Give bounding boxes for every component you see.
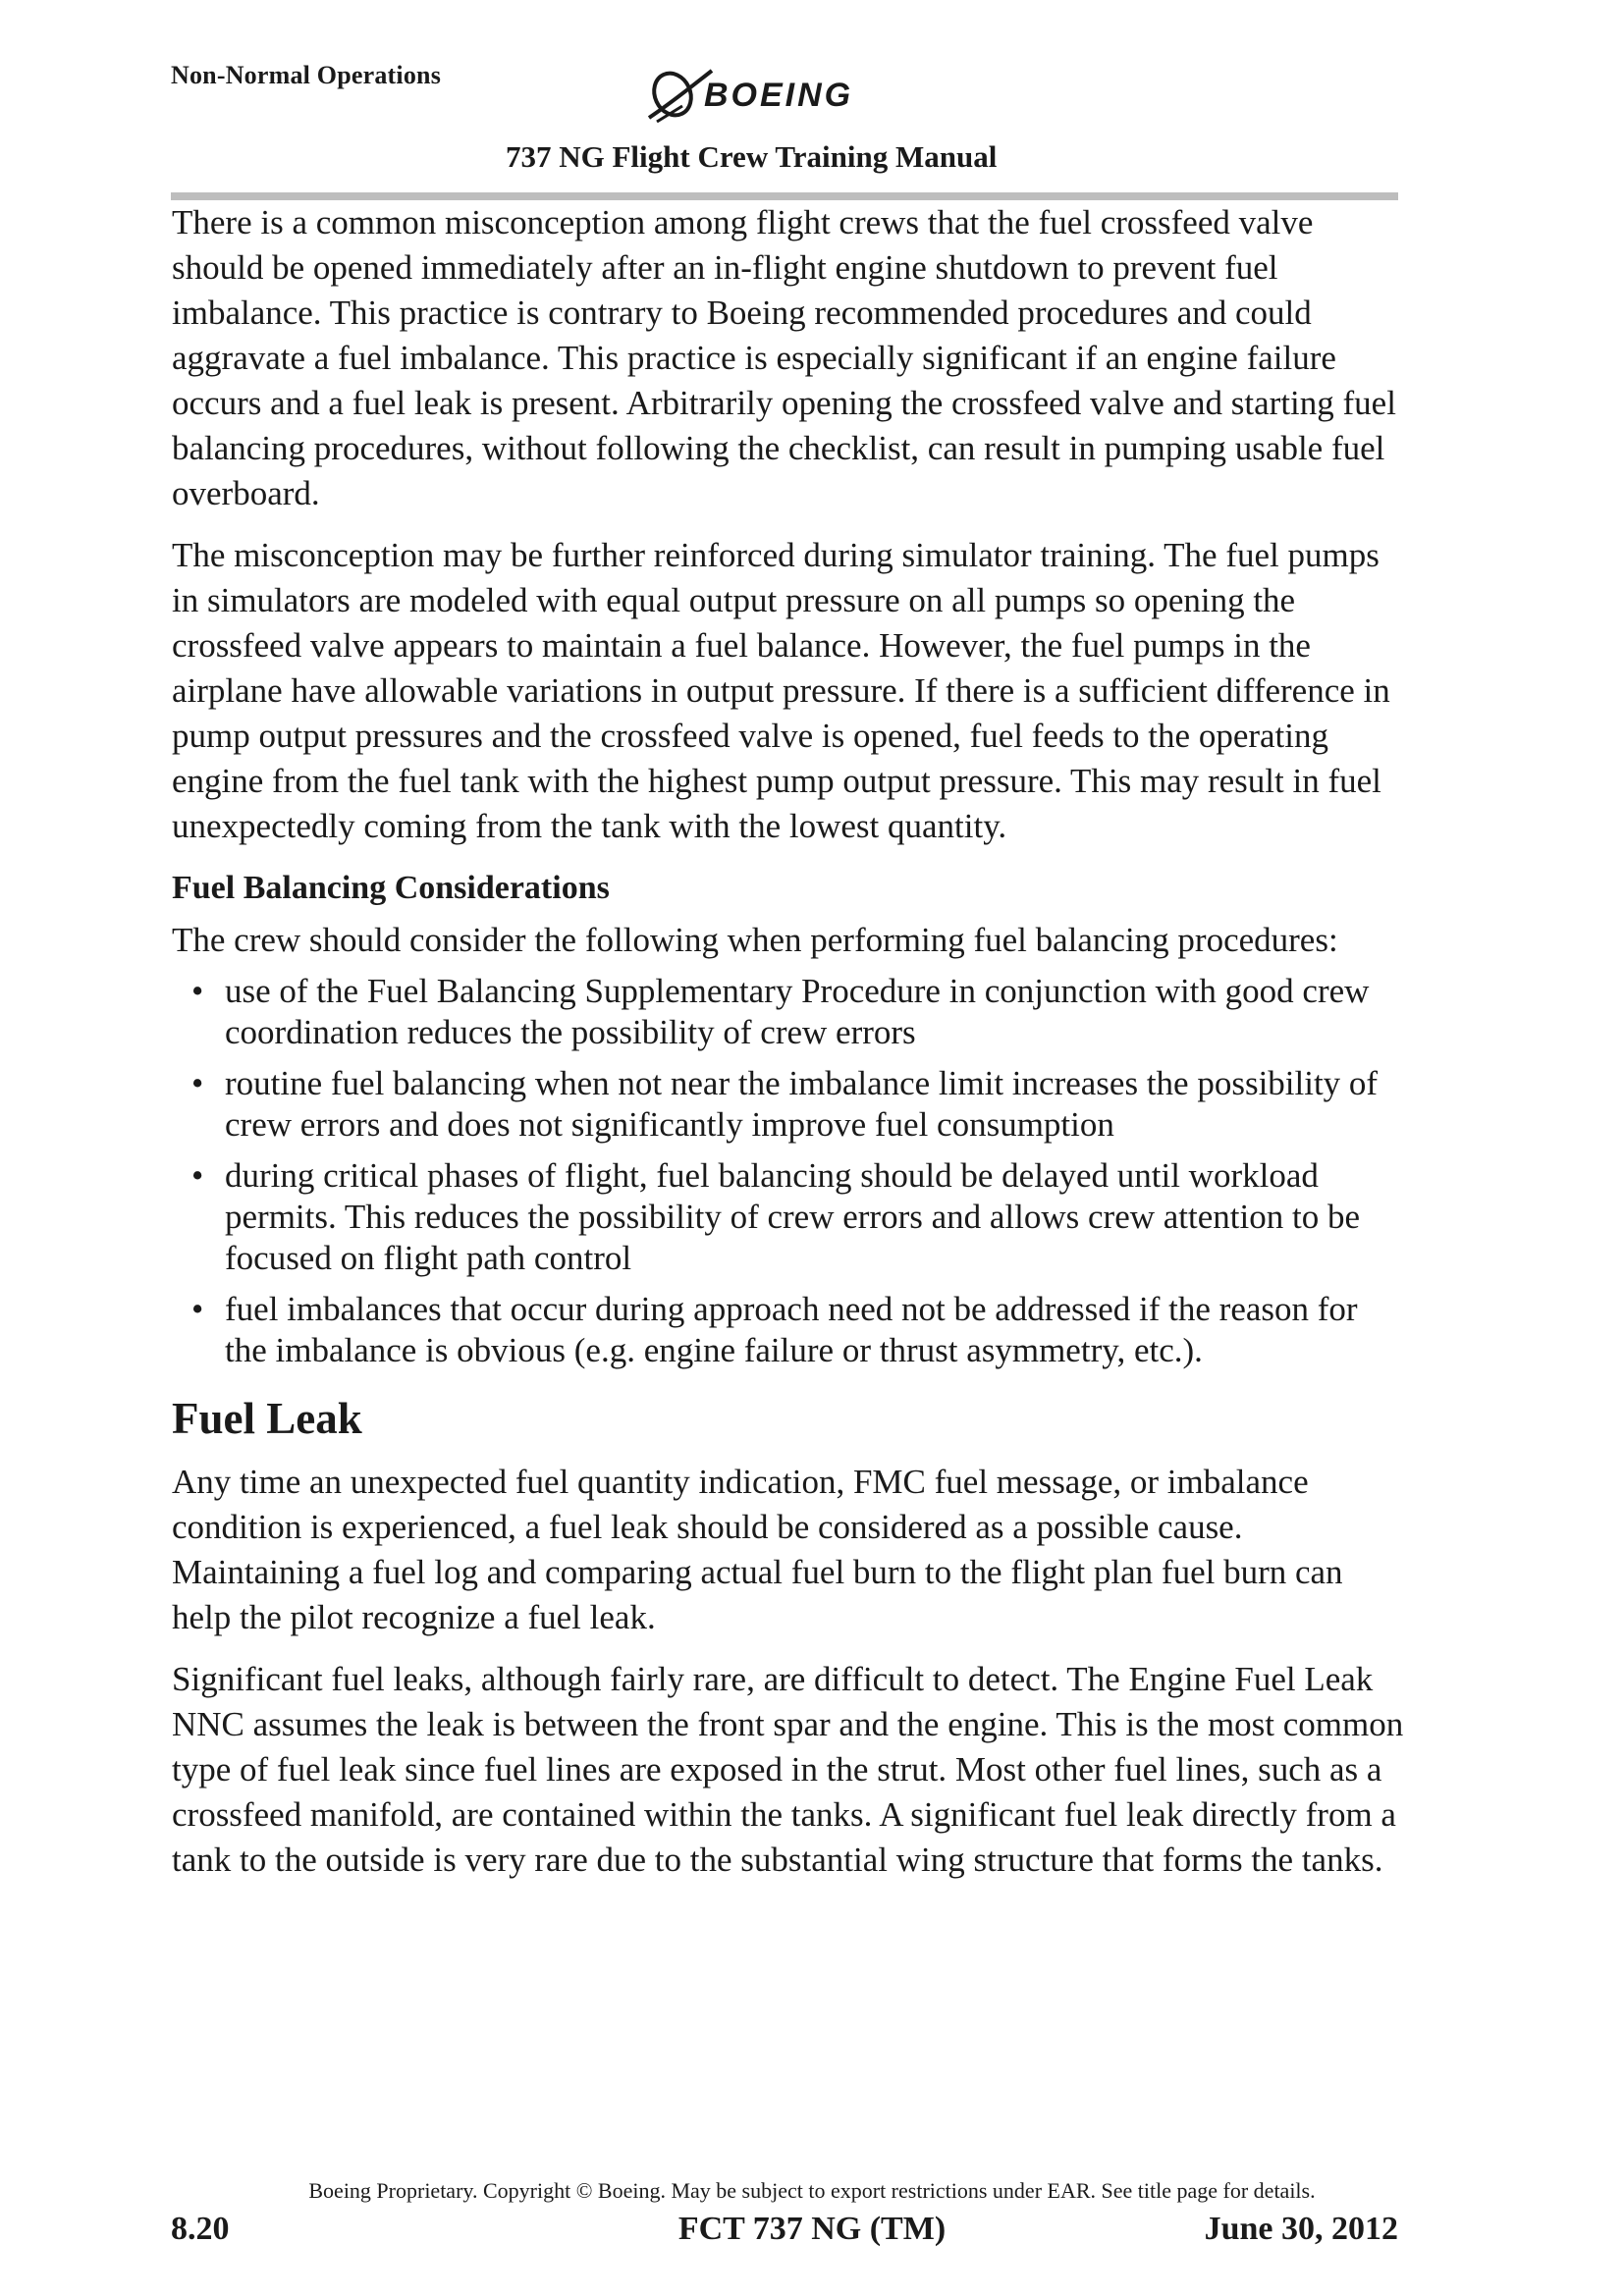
revision-date: June 30, 2012 bbox=[1204, 2211, 1398, 2247]
bullet-icon: • bbox=[191, 972, 204, 1010]
header-divider bbox=[171, 192, 1398, 200]
bullet-icon: • bbox=[191, 1290, 204, 1328]
paragraph-fuel-leak-detection: Any time an unexpected fuel quantity indication, FMC fuel message, or imbalance condition is experienced, a fuel leak should be considered as a possible cause. Maintaining a fuel log and comparing actual fuel burn to the flight plan fuel burn can help the pilot recognize a fuel leak. bbox=[172, 1463, 1343, 1636]
bullet-icon: • bbox=[191, 1064, 204, 1102]
logo-wordmark: BOEING bbox=[704, 77, 854, 114]
paragraph-significant-leaks: Significant fuel leaks, although fairly rare, are difficult to detect. The Engine Fuel Leak NNC assumes the leak is between the front spar and the engine. This is the most common type of fuel leak since fuel lines are exposed in the strut. Most other fuel lines, such as a crossfeed manifold, are contained within the tanks. A significant fuel leak directly from a tank to the outside is very rare due to the substantial wing structure that forms the tanks. bbox=[172, 1660, 1404, 1879]
list-item-text: during critical phases of flight, fuel balancing should be delayed until workload permits. This reduces the possibility of crew errors and allows crew attention to be focused on flight path control bbox=[225, 1156, 1360, 1277]
page-number: 8.20 bbox=[171, 2211, 230, 2247]
boeing-logo bbox=[643, 63, 918, 133]
list-item bbox=[172, 971, 1404, 1053]
manual-title: 737 NG Flight Crew Training Manual bbox=[506, 139, 998, 174]
bullet-icon: • bbox=[191, 1156, 204, 1195]
paragraph-balancing-intro: The crew should consider the following when performing fuel balancing procedures: bbox=[172, 921, 1338, 959]
paragraph-crossfeed-misconception: There is a common misconception among flight crews that the fuel crossfeed valve should be opened immediately after an in-flight engine shutdown to prevent fuel imbalance. This practice is contrary to Boeing recommended procedures and could aggravate a fuel imbalance. This practice is especially significant if an engine failure occurs and a fuel leak is present. Arbitrarily opening the crossfeed valve and starting fuel balancing procedures, without following the checklist, can result in pumping usable fuel overboard. bbox=[172, 203, 1396, 512]
list-item bbox=[172, 1063, 1404, 1146]
considerations-list bbox=[172, 971, 1404, 1371]
list-item-text: use of the Fuel Balancing Supplementary Procedure in conjunction with good crew coordination reduces the possibility of crew errors bbox=[225, 972, 1370, 1051]
document-code: FCT 737 NG (TM) bbox=[677, 2211, 947, 2247]
list-item-text: fuel imbalances that occur during approach need not be addressed if the reason for the imbalance is obvious (e.g. engine failure or thrust asymmetry, etc.). bbox=[225, 1290, 1358, 1369]
list-item bbox=[172, 1155, 1404, 1279]
paragraph-simulator-training: The misconception may be further reinforced during simulator training. The fuel pumps in simulators are modeled with equal output pressure on all pumps so opening the crossfeed valve appears to maintain a fuel balance. However, the fuel pumps in the airplane have allowable variations in output pressure. If there is a sufficient difference in pump output pressures and the crossfeed valve is opened, fuel feeds to the operating engine from the fuel tank with the highest pump output pressure. This may result in fuel unexpectedly coming from the tank with the lowest quantity. bbox=[172, 536, 1390, 845]
page-content bbox=[172, 200, 1404, 1899]
section-heading-fuel-leak: Fuel Leak bbox=[172, 1394, 362, 1443]
section-title: Non-Normal Operations bbox=[171, 61, 442, 89]
list-item-text: routine fuel balancing when not near the imbalance limit increases the possibility of crew errors and does not significantly improve fuel consumption bbox=[225, 1064, 1379, 1144]
copyright-notice: Boeing Proprietary. Copyright © Boeing. May be subject to export restrictions under EAR. See title page for details. bbox=[308, 2178, 1316, 2203]
subheading-fuel-balancing: Fuel Balancing Considerations bbox=[172, 870, 610, 906]
list-item bbox=[172, 1289, 1404, 1371]
